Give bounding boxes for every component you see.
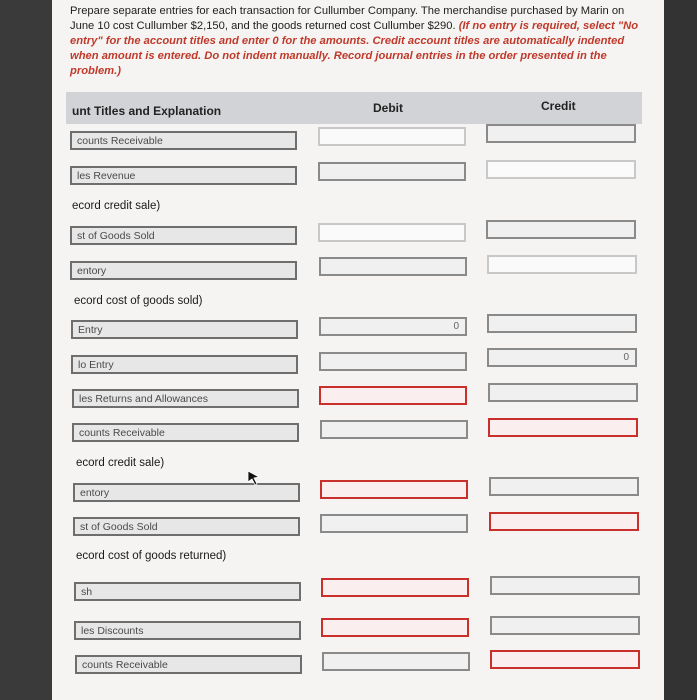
mouse-cursor-icon	[247, 470, 261, 486]
entry-explanation: ecord credit sale)	[76, 457, 165, 469]
account-select[interactable]: sh	[74, 582, 301, 601]
background-left	[0, 0, 52, 700]
entry-explanation: ecord cost of goods returned)	[76, 550, 227, 562]
journal-header	[66, 92, 642, 124]
account-select[interactable]: counts Receivable	[72, 423, 299, 442]
debit-input[interactable]	[318, 162, 466, 181]
credit-input[interactable]	[489, 512, 639, 531]
credit-input[interactable]	[486, 160, 636, 179]
background-right	[664, 0, 697, 700]
debit-input[interactable]	[320, 514, 468, 533]
debit-input[interactable]	[321, 578, 469, 597]
debit-input[interactable]	[319, 257, 467, 276]
credit-input[interactable]	[486, 220, 636, 239]
debit-input[interactable]	[318, 127, 466, 146]
account-select[interactable]: counts Receivable	[75, 655, 302, 674]
instructions	[70, 4, 640, 79]
credit-input[interactable]	[486, 124, 636, 143]
account-select[interactable]: entory	[70, 261, 297, 280]
credit-input[interactable]	[490, 616, 640, 635]
credit-input[interactable]	[487, 255, 637, 274]
entry-explanation: ecord cost of goods sold)	[74, 295, 203, 307]
credit-input[interactable]	[487, 314, 637, 333]
instructions-text: Prepare separate entries for each transaction for Cullumber Company. The merchandise purchased by Marin on June 10 cost Cullumber $2,150, and the goods returned cost Cullumber $290.	[70, 5, 625, 32]
credit-input[interactable]	[490, 650, 640, 669]
header-credit: Credit	[541, 99, 576, 113]
debit-input[interactable]	[321, 618, 469, 637]
debit-input[interactable]	[322, 652, 470, 671]
account-select[interactable]: les Revenue	[70, 166, 297, 185]
account-select[interactable]: st of Goods Sold	[70, 226, 297, 245]
credit-input[interactable]	[488, 418, 638, 437]
credit-input[interactable]: 0	[487, 348, 637, 367]
account-select[interactable]: entory	[73, 483, 300, 502]
debit-input[interactable]	[319, 386, 467, 405]
account-select[interactable]: st of Goods Sold	[73, 517, 300, 536]
credit-input[interactable]	[490, 576, 640, 595]
account-select[interactable]: counts Receivable	[70, 131, 297, 150]
header-account-titles: unt Titles and Explanation	[72, 104, 222, 118]
credit-input[interactable]	[489, 477, 639, 496]
debit-input[interactable]	[319, 352, 467, 371]
account-select[interactable]: les Returns and Allowances	[72, 389, 299, 408]
debit-input[interactable]	[320, 480, 468, 499]
header-debit: Debit	[373, 101, 403, 115]
account-select[interactable]: Entry	[71, 320, 298, 339]
account-select[interactable]: les Discounts	[74, 621, 301, 640]
credit-input[interactable]	[488, 383, 638, 402]
debit-input[interactable]	[318, 223, 466, 242]
debit-input[interactable]	[320, 420, 468, 439]
instructions-hint: (If no entry is required, select "No entry" for the account titles and enter 0 for the amounts. Credit account titles are automatically indented when amount is entered. Do not indent manually. Record journal entries in the order presented in the problem.)	[70, 20, 639, 77]
account-select[interactable]: lo Entry	[71, 355, 298, 374]
entry-explanation: ecord credit sale)	[72, 200, 161, 212]
debit-input[interactable]: 0	[319, 317, 467, 336]
